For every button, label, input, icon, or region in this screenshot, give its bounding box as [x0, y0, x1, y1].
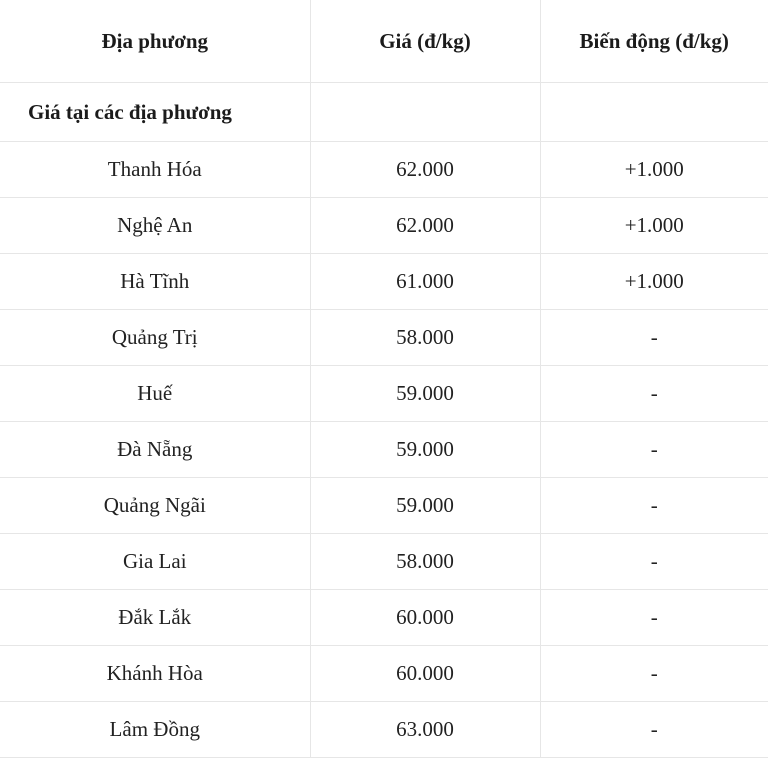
cell-change: - — [540, 590, 768, 646]
cell-price: 58.000 — [310, 534, 540, 590]
column-header-locality: Địa phương — [0, 0, 310, 83]
table-row — [0, 646, 768, 702]
cell-locality: Khánh Hòa — [0, 646, 310, 702]
table-row — [0, 366, 768, 422]
cell-locality: Gia Lai — [0, 534, 310, 590]
cell-change: - — [540, 534, 768, 590]
cell-locality: Lâm Đồng — [0, 702, 310, 758]
cell-locality: Đắk Lắk — [0, 590, 310, 646]
table-row — [0, 310, 768, 366]
column-header-change: Biến động (đ/kg) — [540, 0, 768, 83]
table-row — [0, 478, 768, 534]
table-row — [0, 142, 768, 198]
cell-price: 63.000 — [310, 702, 540, 758]
cell-price: 62.000 — [310, 142, 540, 198]
cell-price: 60.000 — [310, 590, 540, 646]
table-row — [0, 198, 768, 254]
cell-locality: Nghệ An — [0, 198, 310, 254]
cell-change: - — [540, 422, 768, 478]
cell-locality: Đà Nẵng — [0, 422, 310, 478]
table-body — [0, 83, 768, 758]
column-header-price: Giá (đ/kg) — [310, 0, 540, 83]
table-row — [0, 534, 768, 590]
table-row — [0, 254, 768, 310]
cell-price: 62.000 — [310, 198, 540, 254]
cell-change: +1.000 — [540, 198, 768, 254]
table-row — [0, 422, 768, 478]
cell-price: 59.000 — [310, 478, 540, 534]
table-row — [0, 590, 768, 646]
cell-change: - — [540, 702, 768, 758]
cell-change: +1.000 — [540, 254, 768, 310]
cell-price: 58.000 — [310, 310, 540, 366]
cell-locality: Quảng Ngãi — [0, 478, 310, 534]
cell-price: 61.000 — [310, 254, 540, 310]
cell-price: 60.000 — [310, 646, 540, 702]
section-change-empty — [540, 83, 768, 142]
table-section-row — [0, 83, 768, 142]
table-header-row — [0, 0, 768, 83]
section-label: Giá tại các địa phương — [0, 83, 310, 142]
table-header — [0, 0, 768, 83]
cell-price: 59.000 — [310, 366, 540, 422]
cell-change: - — [540, 478, 768, 534]
cell-locality: Quảng Trị — [0, 310, 310, 366]
cell-price: 59.000 — [310, 422, 540, 478]
cell-change: - — [540, 366, 768, 422]
section-price-empty — [310, 83, 540, 142]
cell-change: +1.000 — [540, 142, 768, 198]
cell-change: - — [540, 310, 768, 366]
cell-locality: Hà Tĩnh — [0, 254, 310, 310]
table-row — [0, 702, 768, 758]
cell-change: - — [540, 646, 768, 702]
cell-locality: Thanh Hóa — [0, 142, 310, 198]
cell-locality: Huế — [0, 366, 310, 422]
